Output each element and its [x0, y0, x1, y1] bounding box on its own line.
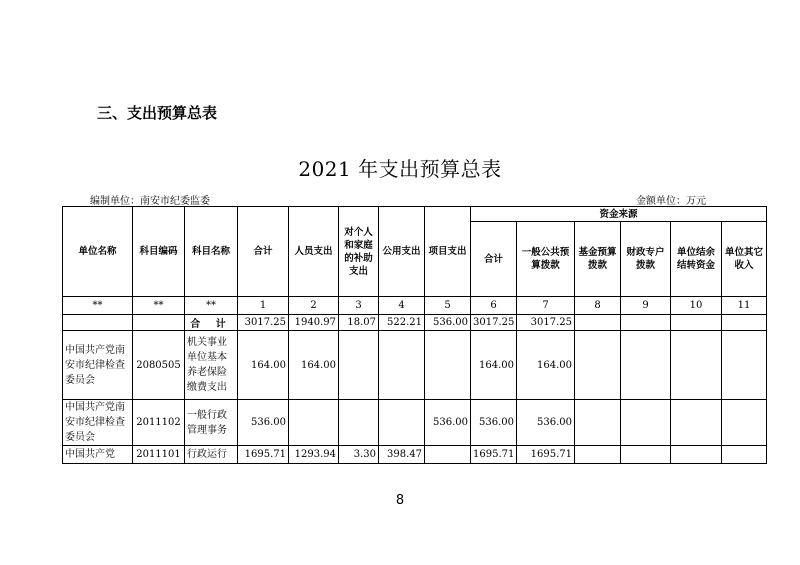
- amount-cell: [289, 400, 339, 446]
- amount-cell: [425, 446, 471, 464]
- amount-cell: [621, 446, 671, 464]
- total-value: [671, 315, 722, 331]
- total-label: 合 计: [185, 315, 238, 331]
- total-row: [63, 315, 767, 331]
- index-cell: 11: [722, 297, 767, 315]
- index-cell: 3: [339, 297, 379, 315]
- header-public: 公用支出: [379, 207, 425, 297]
- document-title: 2021 年支出预算总表: [298, 157, 502, 181]
- amount-cell: [722, 400, 767, 446]
- header-total: 合计: [238, 207, 289, 297]
- header-fund-total: 合计: [471, 222, 517, 297]
- amount-cell: [671, 331, 722, 400]
- header-general-budget: 一般公共预算拨款: [517, 222, 575, 297]
- subject-name-cell: 机关事业单位基本养老保险缴费支出: [185, 331, 238, 400]
- amount-cell: [379, 400, 425, 446]
- unit-name-cell: 中国共产党: [63, 446, 133, 464]
- subject-name-cell: 一般行政管理事务: [185, 400, 238, 446]
- header-fund-source: 资金来源: [471, 207, 767, 222]
- header-fund-budget: 基金预算拨款: [575, 222, 621, 297]
- amount-cell: [339, 331, 379, 400]
- header-unit-name: 单位名称: [63, 207, 133, 297]
- index-cell: 7: [517, 297, 575, 315]
- amount-cell: [722, 331, 767, 400]
- total-value: [722, 315, 767, 331]
- total-value: 3017.25: [517, 315, 575, 331]
- amount-cell: [621, 331, 671, 400]
- amount-cell: [575, 331, 621, 400]
- index-cell: 10: [671, 297, 722, 315]
- amount-cell: 1695.71: [471, 446, 517, 464]
- header-subject-code: 科目编码: [133, 207, 185, 297]
- amount-cell: [339, 400, 379, 446]
- header-personnel: 人员支出: [289, 207, 339, 297]
- total-value: 3017.25: [238, 315, 289, 331]
- amount-cell: 164.00: [471, 331, 517, 400]
- total-value: 1940.97: [289, 315, 339, 331]
- subject-code-cell: 2011102: [133, 400, 185, 446]
- amount-cell: 536.00: [425, 400, 471, 446]
- empty-cell: [133, 315, 185, 331]
- table-row: [63, 400, 767, 446]
- index-cell: 2: [289, 297, 339, 315]
- total-value: 3017.25: [471, 315, 517, 331]
- index-cell: 8: [575, 297, 621, 315]
- index-cell: 1: [238, 297, 289, 315]
- section-heading: 三、支出预算总表: [97, 104, 218, 122]
- amount-cell: [575, 446, 621, 464]
- amount-cell: [379, 331, 425, 400]
- header-subsidy: 对个人和家庭的补助支出: [339, 207, 379, 297]
- index-cell: 9: [621, 297, 671, 315]
- subject-code-cell: 2080505: [133, 331, 185, 400]
- index-cell: 6: [471, 297, 517, 315]
- header-carryover: 单位结余结转资金: [671, 222, 722, 297]
- compiling-unit: 编制单位：南安市纪委监委: [90, 196, 210, 207]
- index-cell: **: [63, 297, 133, 315]
- total-value: [621, 315, 671, 331]
- header-project: 项目支出: [425, 207, 471, 297]
- amount-unit: 金额单位：万元: [636, 196, 706, 207]
- amount-cell: 536.00: [517, 400, 575, 446]
- budget-table: [62, 206, 767, 464]
- index-cell: **: [133, 297, 185, 315]
- amount-cell: 164.00: [517, 331, 575, 400]
- amount-cell: 164.00: [238, 331, 289, 400]
- subject-code-cell: 2011101: [133, 446, 185, 464]
- index-cell: 4: [379, 297, 425, 315]
- page-number: 8: [395, 493, 405, 508]
- amount-cell: 536.00: [238, 400, 289, 446]
- amount-cell: [722, 446, 767, 464]
- table-row: [63, 331, 767, 400]
- header-other-income: 单位其它收入: [722, 222, 767, 297]
- unit-name-cell: 中国共产党南安市纪律检查委员会: [63, 400, 133, 446]
- amount-cell: 164.00: [289, 331, 339, 400]
- amount-cell: 1695.71: [517, 446, 575, 464]
- index-cell: **: [185, 297, 238, 315]
- amount-cell: [671, 446, 722, 464]
- amount-cell: [671, 400, 722, 446]
- total-value: 536.00: [425, 315, 471, 331]
- amount-cell: 1293.94: [289, 446, 339, 464]
- amount-cell: [621, 400, 671, 446]
- total-value: [575, 315, 621, 331]
- header-subject-name: 科目名称: [185, 207, 238, 297]
- empty-cell: [63, 315, 133, 331]
- total-value: 18.07: [339, 315, 379, 331]
- index-row: [63, 297, 767, 315]
- total-value: 522.21: [379, 315, 425, 331]
- subject-name-cell: 行政运行: [185, 446, 238, 464]
- amount-cell: 1695.71: [238, 446, 289, 464]
- amount-cell: 398.47: [379, 446, 425, 464]
- table-row: [63, 446, 767, 464]
- header-special-account: 财政专户拨款: [621, 222, 671, 297]
- amount-cell: 3.30: [339, 446, 379, 464]
- index-cell: 5: [425, 297, 471, 315]
- amount-cell: [425, 331, 471, 400]
- amount-cell: 536.00: [471, 400, 517, 446]
- amount-cell: [575, 400, 621, 446]
- unit-name-cell: 中国共产党南安市纪律检查委员会: [63, 331, 133, 400]
